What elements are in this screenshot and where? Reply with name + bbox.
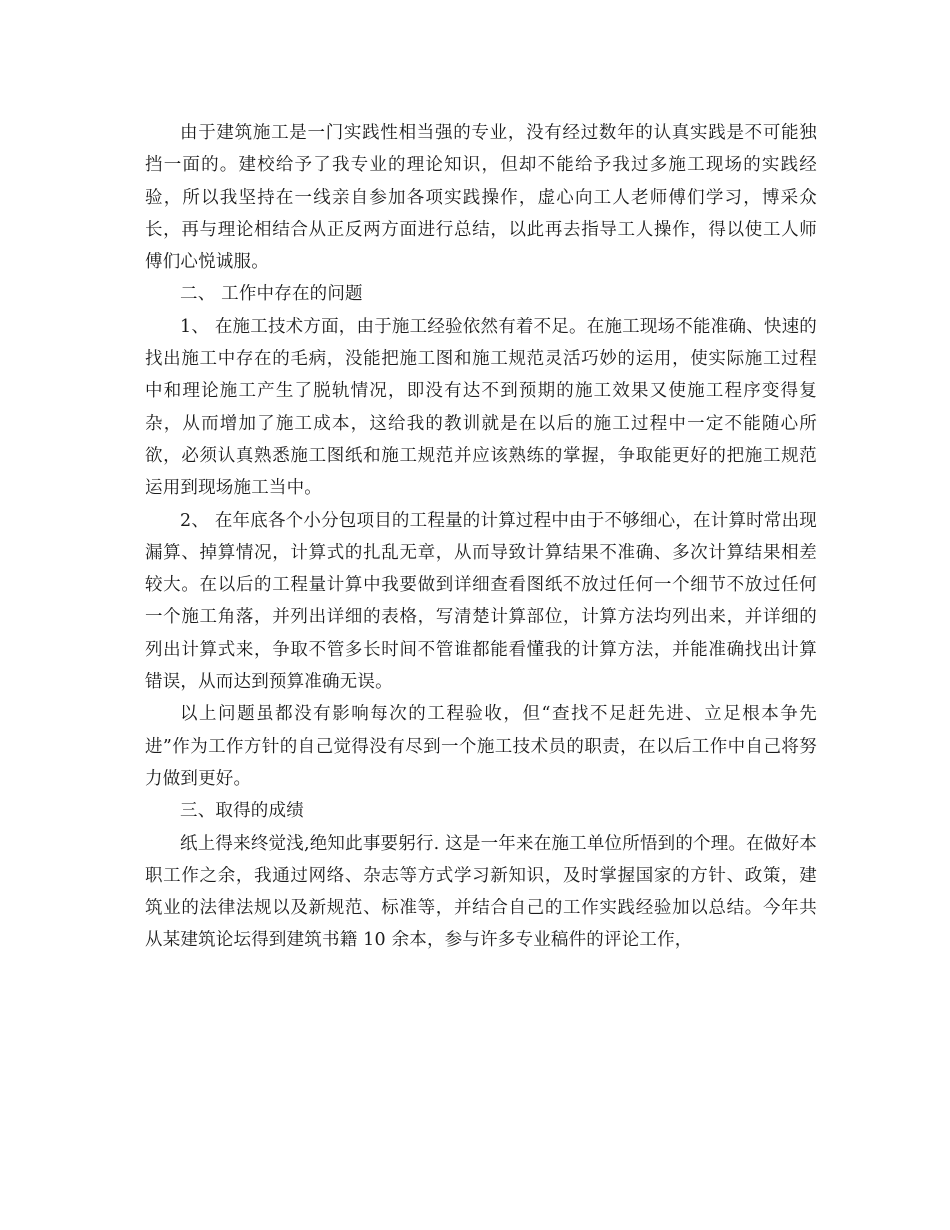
paragraph-practice-experience: 由于建筑施工是一门实践性相当强的专业，没有经过数年的认真实践是不可能独挡一面的。建校给予了我专业的理论知识，但却不能给予我过多施工现场的实践经验，所以我坚持在一线亲自参加各项实践操作，虚心向工人老师傅们学习，博采众长，再与理论相结合从正反两方面进行总结，以此再去指导工人操作，得以使工人师傅们心悦诚服。 [145,123,817,273]
document-body [145,117,817,957]
paragraph-summary: 以上问题虽都没有影响每次的工程验收，但“查找不足赶先进、立足根本争先进”作为工作方针的自己觉得没有尽到一个施工技术员的职责，在以后工作中自己将努力做到更好。 [145,704,817,789]
heading-problems: 二、 工作中存在的问题 [180,284,363,305]
heading-achievements: 三、取得的成绩 [180,801,304,822]
paragraph-problem-1: 1、 在施工技术方面，由于施工经验依然有着不足。在施工现场不能准确、快速的找出施工中存在的毛病，没能把施工图和施工规范灵活巧妙的运用，使实际施工过程中和理论施工产生了脱轨情况，即没有达不到预期的施工效果又使施工程序变得复杂，从而增加了施工成本，这给我的教训就是在以后的施工过程中一定不能随心所欲，必须认真熟悉施工图纸和施工规范并应该熟练的掌握，争取能更好的把施工规范运用到现场施工当中。 [145,316,817,499]
paragraph-achievements: 纸上得来终觉浅,绝知此事要躬行. 这是一年来在施工单位所悟到的个理。在做好本职工作之余，我通过网络、杂志等方式学习新知识，及时掌握国家的方针、政策，建筑业的法律法规以及新规范、标准等，并结合自己的工作实践经验加以总结。今年共从某建筑论坛得到建筑书籍 10 余本，参与许多专业稿件的评论工作， [145,833,817,951]
paragraph-problem-2: 2、 在年底各个小分包项目的工程量的计算过程中由于不够细心，在计算时常出现漏算、掉算情况，计算式的扎乱无章，从而导致计算结果不准确、多次计算结果相差较大。在以后的工程量计算中我要做到详细查看图纸不放过任何一个细节不放过任何一个施工角落，并列出详细的表格，写清楚计算部位，计算方法均列出来，并详细的列出计算式来，争取不管多长时间不管谁都能看懂我的计算方法，并能准确找出计算错误，从而达到预算准确无误。 [145,510,817,693]
